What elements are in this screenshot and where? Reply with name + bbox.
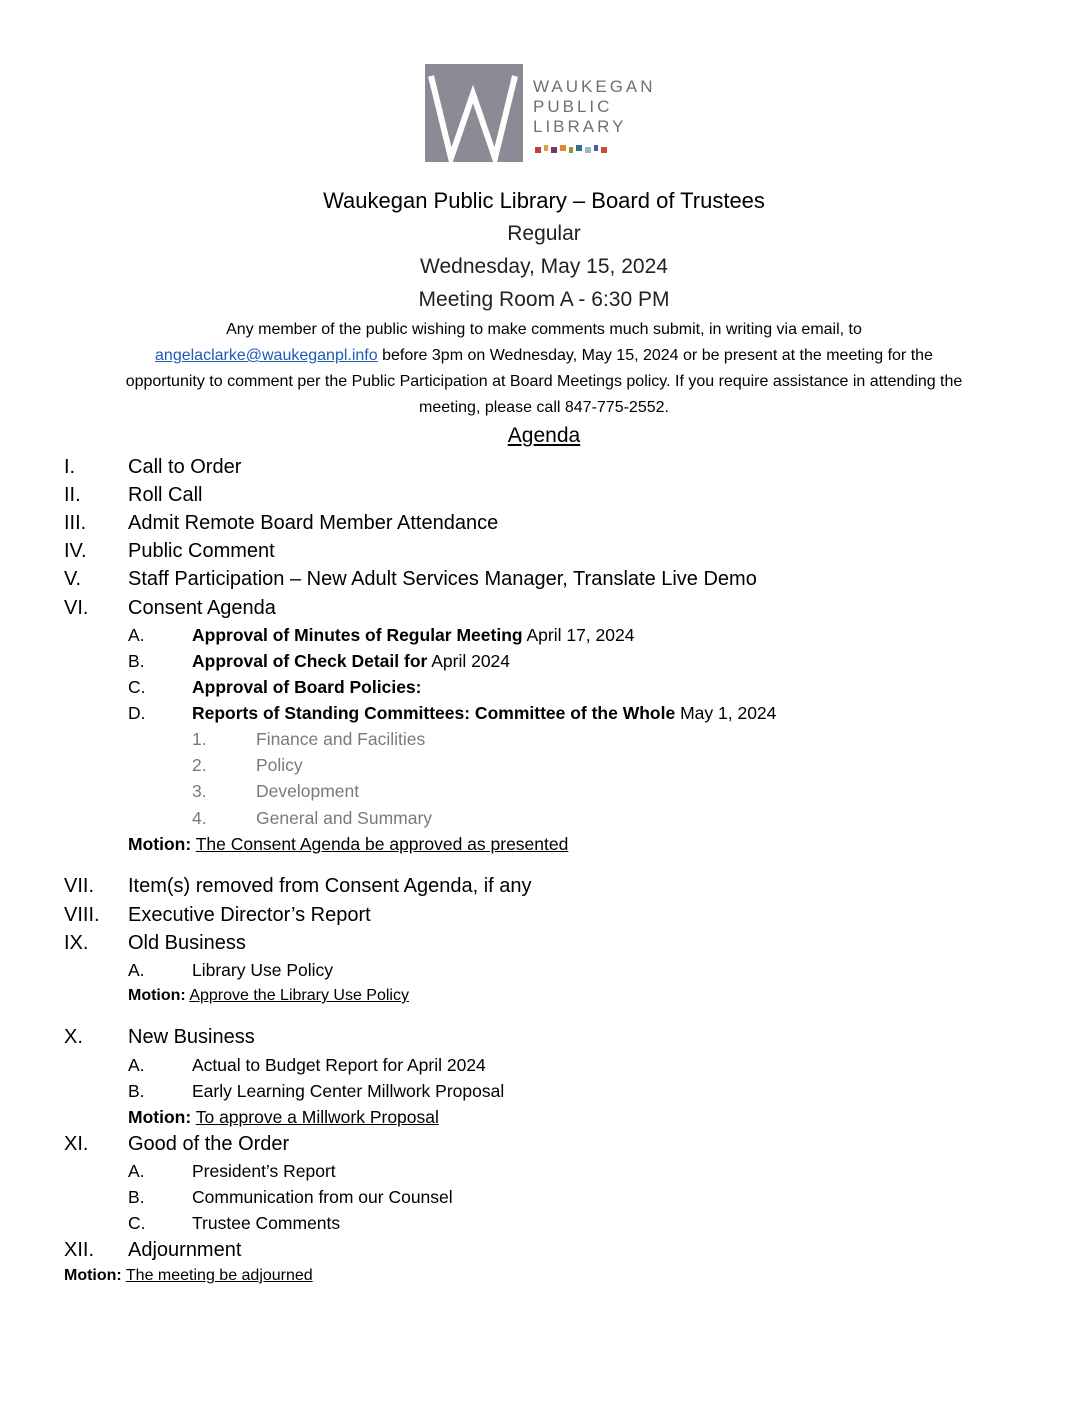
sub-item-letter: A. <box>128 1161 145 1181</box>
agenda-item-public-comment: Public Comment <box>128 540 275 562</box>
consent-item-check-detail: Approval of Check Detail for April 2024 <box>192 651 511 671</box>
committee-development: Development <box>256 781 360 801</box>
sub-item-letter: B. <box>128 1187 145 1207</box>
agenda-item-call-to-order: Call to Order <box>128 456 242 478</box>
item-number: VIII. <box>64 904 100 926</box>
good-order-counsel-communication: Communication from our Counsel <box>192 1187 453 1207</box>
old-business-motion: Motion: Approve the Library Use Policy <box>128 987 409 1004</box>
public-notice-line-1: Any member of the public wishing to make comments much submit, in writing via email, to <box>226 321 862 338</box>
agenda-item-roll-call: Roll Call <box>128 484 203 506</box>
agenda-item-old-business: Old Business <box>128 932 246 954</box>
agenda-item-removed-items: Item(s) removed from Consent Agenda, if any <box>128 875 532 897</box>
item-number: IV. <box>64 540 87 562</box>
item-number: I. <box>64 456 76 478</box>
meeting-title: Waukegan Public Library – Board of Trustees <box>323 188 765 213</box>
adjournment-motion: Motion: The meeting be adjourned <box>64 1267 313 1284</box>
logo-line-2: PUBLIC <box>533 97 613 116</box>
meeting-location-time: Meeting Room A - 6:30 PM <box>418 288 670 311</box>
committee-policy: Policy <box>256 755 303 775</box>
sub-sub-number: 3. <box>192 781 207 801</box>
meeting-date: Wednesday, May 15, 2024 <box>420 255 668 278</box>
committee-finance-facilities: Finance and Facilities <box>256 729 426 749</box>
sub-sub-number: 4. <box>192 808 207 828</box>
consent-item-board-policies: Approval of Board Policies: <box>192 677 422 697</box>
logo-color-square <box>535 147 541 153</box>
new-business-motion: Motion: To approve a Millwork Proposal <box>128 1107 439 1127</box>
logo-color-square <box>544 145 548 151</box>
item-number: VI. <box>64 597 89 619</box>
sub-sub-number: 1. <box>192 729 207 749</box>
old-business-library-use-policy: Library Use Policy <box>192 960 334 980</box>
agenda-item-new-business: New Business <box>128 1026 255 1048</box>
agenda-item-adjournment: Adjournment <box>128 1239 242 1261</box>
public-notice-line-4: meeting, please call 847-775-2552. <box>419 399 669 416</box>
agenda-item-remote-attendance: Admit Remote Board Member Attendance <box>128 512 499 534</box>
logo-color-square <box>585 147 591 153</box>
consent-item-committee-reports: Reports of Standing Committees: Committee of the Whole May 1, 2024 <box>192 703 777 723</box>
agenda-item-director-report: Executive Director’s Report <box>128 904 371 926</box>
logo-color-square <box>601 147 607 153</box>
item-number: XI. <box>64 1133 89 1155</box>
consent-motion: Motion: The Consent Agenda be approved as presented <box>128 834 569 854</box>
logo-w-icon <box>425 64 523 162</box>
new-business-budget-report: Actual to Budget Report for April 2024 <box>192 1055 486 1075</box>
item-number: II. <box>64 484 81 506</box>
sub-item-letter: C. <box>128 1213 146 1233</box>
meeting-type: Regular <box>507 222 581 245</box>
agenda-item-consent-agenda: Consent Agenda <box>128 597 276 619</box>
logo-color-square <box>594 145 598 151</box>
sub-item-letter: B. <box>128 1081 145 1101</box>
sub-item-letter: C. <box>128 677 146 697</box>
item-number: VII. <box>64 875 95 897</box>
good-order-trustee-comments: Trustee Comments <box>192 1213 341 1233</box>
committee-general-summary: General and Summary <box>256 808 433 828</box>
agenda-item-staff-participation: Staff Participation – New Adult Services Manager, Translate Live Demo <box>128 568 757 590</box>
agenda-item-good-of-the-order: Good of the Order <box>128 1133 290 1155</box>
sub-sub-number: 2. <box>192 755 207 775</box>
public-notice-line-3: opportunity to comment per the Public Participation at Board Meetings policy. If you require assistance in attending the <box>125 373 963 390</box>
sub-item-letter: A. <box>128 625 145 645</box>
logo-color-square <box>560 145 566 151</box>
consent-item-minutes: Approval of Minutes of Regular Meeting April 17, 2024 <box>192 625 635 645</box>
item-number: XII. <box>64 1239 95 1261</box>
logo-color-square <box>551 147 557 153</box>
sub-item-letter: A. <box>128 960 145 980</box>
item-number: IX. <box>64 932 89 954</box>
sub-item-letter: D. <box>128 703 146 723</box>
logo-color-square <box>576 145 582 151</box>
new-business-millwork-proposal: Early Learning Center Millwork Proposal <box>192 1081 505 1101</box>
good-order-presidents-report: President’s Report <box>192 1161 336 1181</box>
logo-color-square <box>569 147 573 153</box>
logo-line-3: LIBRARY <box>533 117 627 136</box>
item-number: X. <box>64 1026 83 1048</box>
sub-item-letter: B. <box>128 651 145 671</box>
logo-mark <box>425 64 523 162</box>
email-link[interactable]: angelaclarke@waukeganpl.info <box>155 347 378 364</box>
item-number: V. <box>64 568 82 590</box>
logo-line-1: WAUKEGAN <box>533 77 656 96</box>
item-number: III. <box>64 512 87 534</box>
agenda-heading: Agenda <box>507 424 581 447</box>
public-notice-line-2: angelaclarke@waukeganpl.info before 3pm on Wednesday, May 15, 2024 or be present at the meeting for the <box>155 347 933 364</box>
sub-item-letter: A. <box>128 1055 145 1075</box>
